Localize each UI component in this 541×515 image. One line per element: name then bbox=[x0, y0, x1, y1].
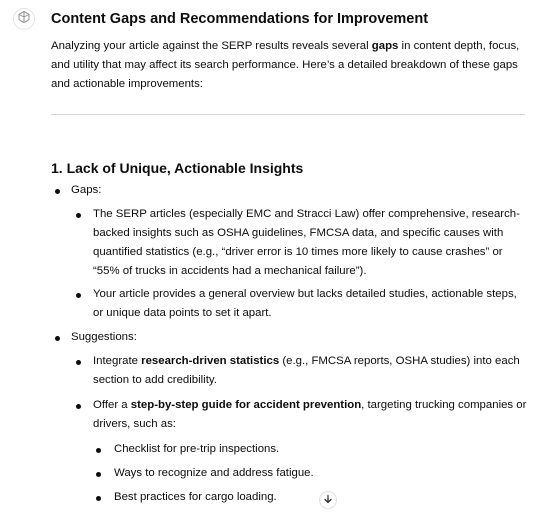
bullet-dot bbox=[76, 213, 81, 218]
section-divider bbox=[51, 114, 525, 115]
suggestion-item: Offer a step-by-step guide for accident prevention, targeting trucking companies or drivers, such as: bbox=[93, 399, 527, 430]
bullet-dot bbox=[96, 448, 101, 453]
bullet-dot bbox=[55, 189, 60, 194]
suggestions-label: Suggestions: bbox=[71, 331, 137, 343]
sub-list-item: Best practices for cargo loading. bbox=[114, 491, 277, 503]
intro-bold-gaps: gaps bbox=[371, 40, 399, 52]
bullet-dot bbox=[55, 336, 60, 341]
suggestion-item: Integrate research-driven statistics (e.g., FMCSA reports, OSHA studies) into each section to add credibility. bbox=[93, 355, 520, 386]
sub-list-item: Ways to recognize and address fatigue. bbox=[114, 467, 314, 479]
gap-item: The SERP articles (especially EMC and Stracci Law) offer comprehensive, research-backed insights such as OSHA guidelines, FMCSA data, and specific causes with quantified statistics (e.g., “driver error is 10 times more likely to cause crashes” or “55% of trucks in accidents had a mechanical failure”). bbox=[93, 208, 520, 277]
bullet-dot bbox=[96, 472, 101, 477]
response-title: Content Gaps and Recommendations for Improvement bbox=[51, 11, 429, 27]
bullet-dot bbox=[76, 293, 81, 298]
scroll-down-button[interactable] bbox=[319, 491, 337, 509]
assistant-avatar bbox=[13, 8, 35, 30]
arrow-down-icon bbox=[323, 491, 333, 509]
assistant-logo-icon bbox=[17, 10, 31, 29]
bullet-dot bbox=[76, 360, 81, 365]
bullet-dot bbox=[76, 404, 81, 409]
gap-item: Your article provides a general overview but lacks detailed studies, actionable steps, or unique data points to set it apart. bbox=[93, 288, 517, 319]
section-heading: 1. Lack of Unique, Actionable Insights bbox=[51, 160, 304, 176]
bullet-dot bbox=[96, 496, 101, 501]
gaps-label: Gaps: bbox=[71, 184, 102, 196]
intro-paragraph: Analyzing your article against the SERP results reveals several gaps in content depth, focus, and utility that may affect its search performance. Here’s a detailed breakdown of these gaps and actionable improvements: bbox=[51, 40, 520, 90]
sub-list-item: Checklist for pre-trip inspections. bbox=[114, 443, 280, 455]
